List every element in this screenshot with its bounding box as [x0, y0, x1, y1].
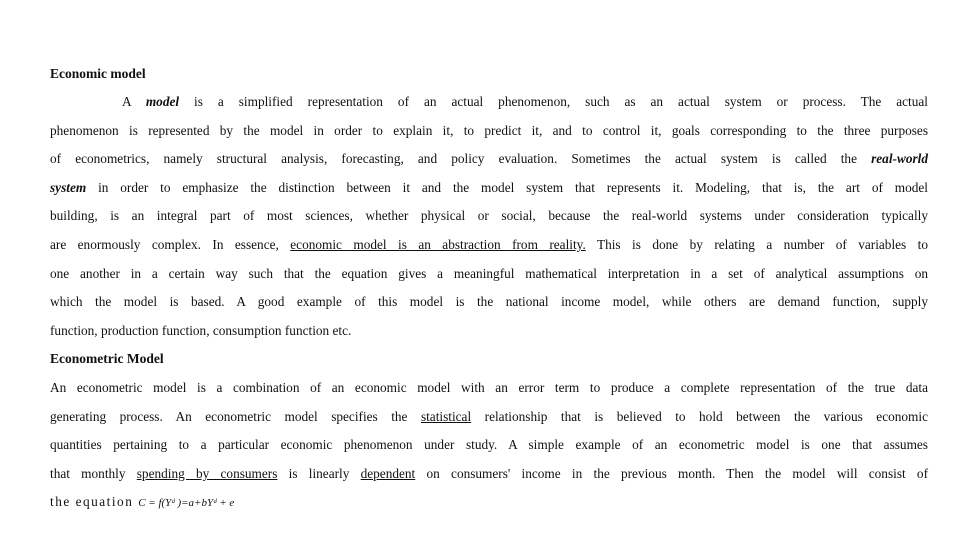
emphasized-text: real-world: [871, 151, 928, 167]
text-segment: are enormously complex. In essence,: [50, 237, 291, 252]
text-segment: This is done by relating a number of variables to: [585, 237, 928, 252]
heading-economic-model: Economic model: [50, 66, 146, 81]
text-segment: A: [122, 94, 146, 109]
text-line: [50, 409, 928, 425]
text-segment: function, production function, consumption function etc.: [50, 322, 352, 338]
equation-line: [50, 494, 928, 511]
underlined-text: dependent: [360, 465, 416, 481]
text-line: [50, 94, 928, 110]
text-line: [50, 466, 928, 482]
text-line: [50, 180, 928, 196]
text-line: [50, 237, 928, 253]
text-segment: is linearly: [277, 465, 361, 481]
text-line: [50, 380, 928, 396]
text-segment: is a simplified representation of an actual phenomenon, such as an actual system or process. The actual: [179, 94, 928, 109]
text-line: [50, 151, 928, 167]
text-line: [50, 208, 928, 224]
equation-intro: the equation: [50, 494, 139, 509]
emphasized-text: model: [145, 94, 180, 109]
text-segment: one another in a certain way such that the equation gives a meaningful mathematical interpretation in a set of analytical assumptions on: [50, 265, 928, 281]
underlined-text: economic model is an abstraction from reality.: [290, 237, 586, 252]
text-segment: generating process. An econometric model specifies the: [50, 408, 421, 424]
text-segment: in order to emphasize the distinction between it and the model system that represents it. Modeling, that is, the art of model: [86, 179, 928, 195]
equation: C = f(Yᵈ )=a+bYᵈ + e: [138, 497, 235, 509]
text-segment: relationship that is believed to hold between the various economic: [471, 408, 928, 424]
text-line: [50, 123, 928, 139]
emphasized-text: system: [50, 179, 87, 195]
text-segment: phenomenon is represented by the model in order to explain it, to predict it, and to control it, goals corresponding to the three purposes: [50, 122, 928, 138]
text-line: [50, 294, 928, 310]
text-segment: on consumers' income in the previous month. Then the model will consist of: [415, 465, 928, 481]
underlined-text: statistical: [420, 408, 472, 424]
underlined-text: spending by consumers: [136, 465, 278, 481]
text-line: [50, 323, 928, 339]
text-segment: An econometric model is a combination of an economic model with an error term to produce a complete representation of the true data: [50, 380, 928, 395]
heading-econometric-model: Econometric Model: [50, 351, 164, 366]
text-segment: building, is an integral part of most sciences, whether physical or social, because the real-world systems under consideration typically: [50, 208, 928, 224]
text-segment: quantities pertaining to a particular economic phenomenon under study. A simple example of an econometric model is one that assumes: [50, 437, 928, 453]
text-line: [50, 266, 928, 282]
text-segment: of econometrics, namely structural analysis, forecasting, and policy evaluation. Sometimes the actual system is called the: [50, 151, 872, 167]
text-segment: that monthly: [50, 465, 137, 481]
text-line: [50, 437, 928, 453]
text-segment: which the model is based. A good example of this model is the national income model, while others are demand function, supply: [50, 294, 928, 310]
